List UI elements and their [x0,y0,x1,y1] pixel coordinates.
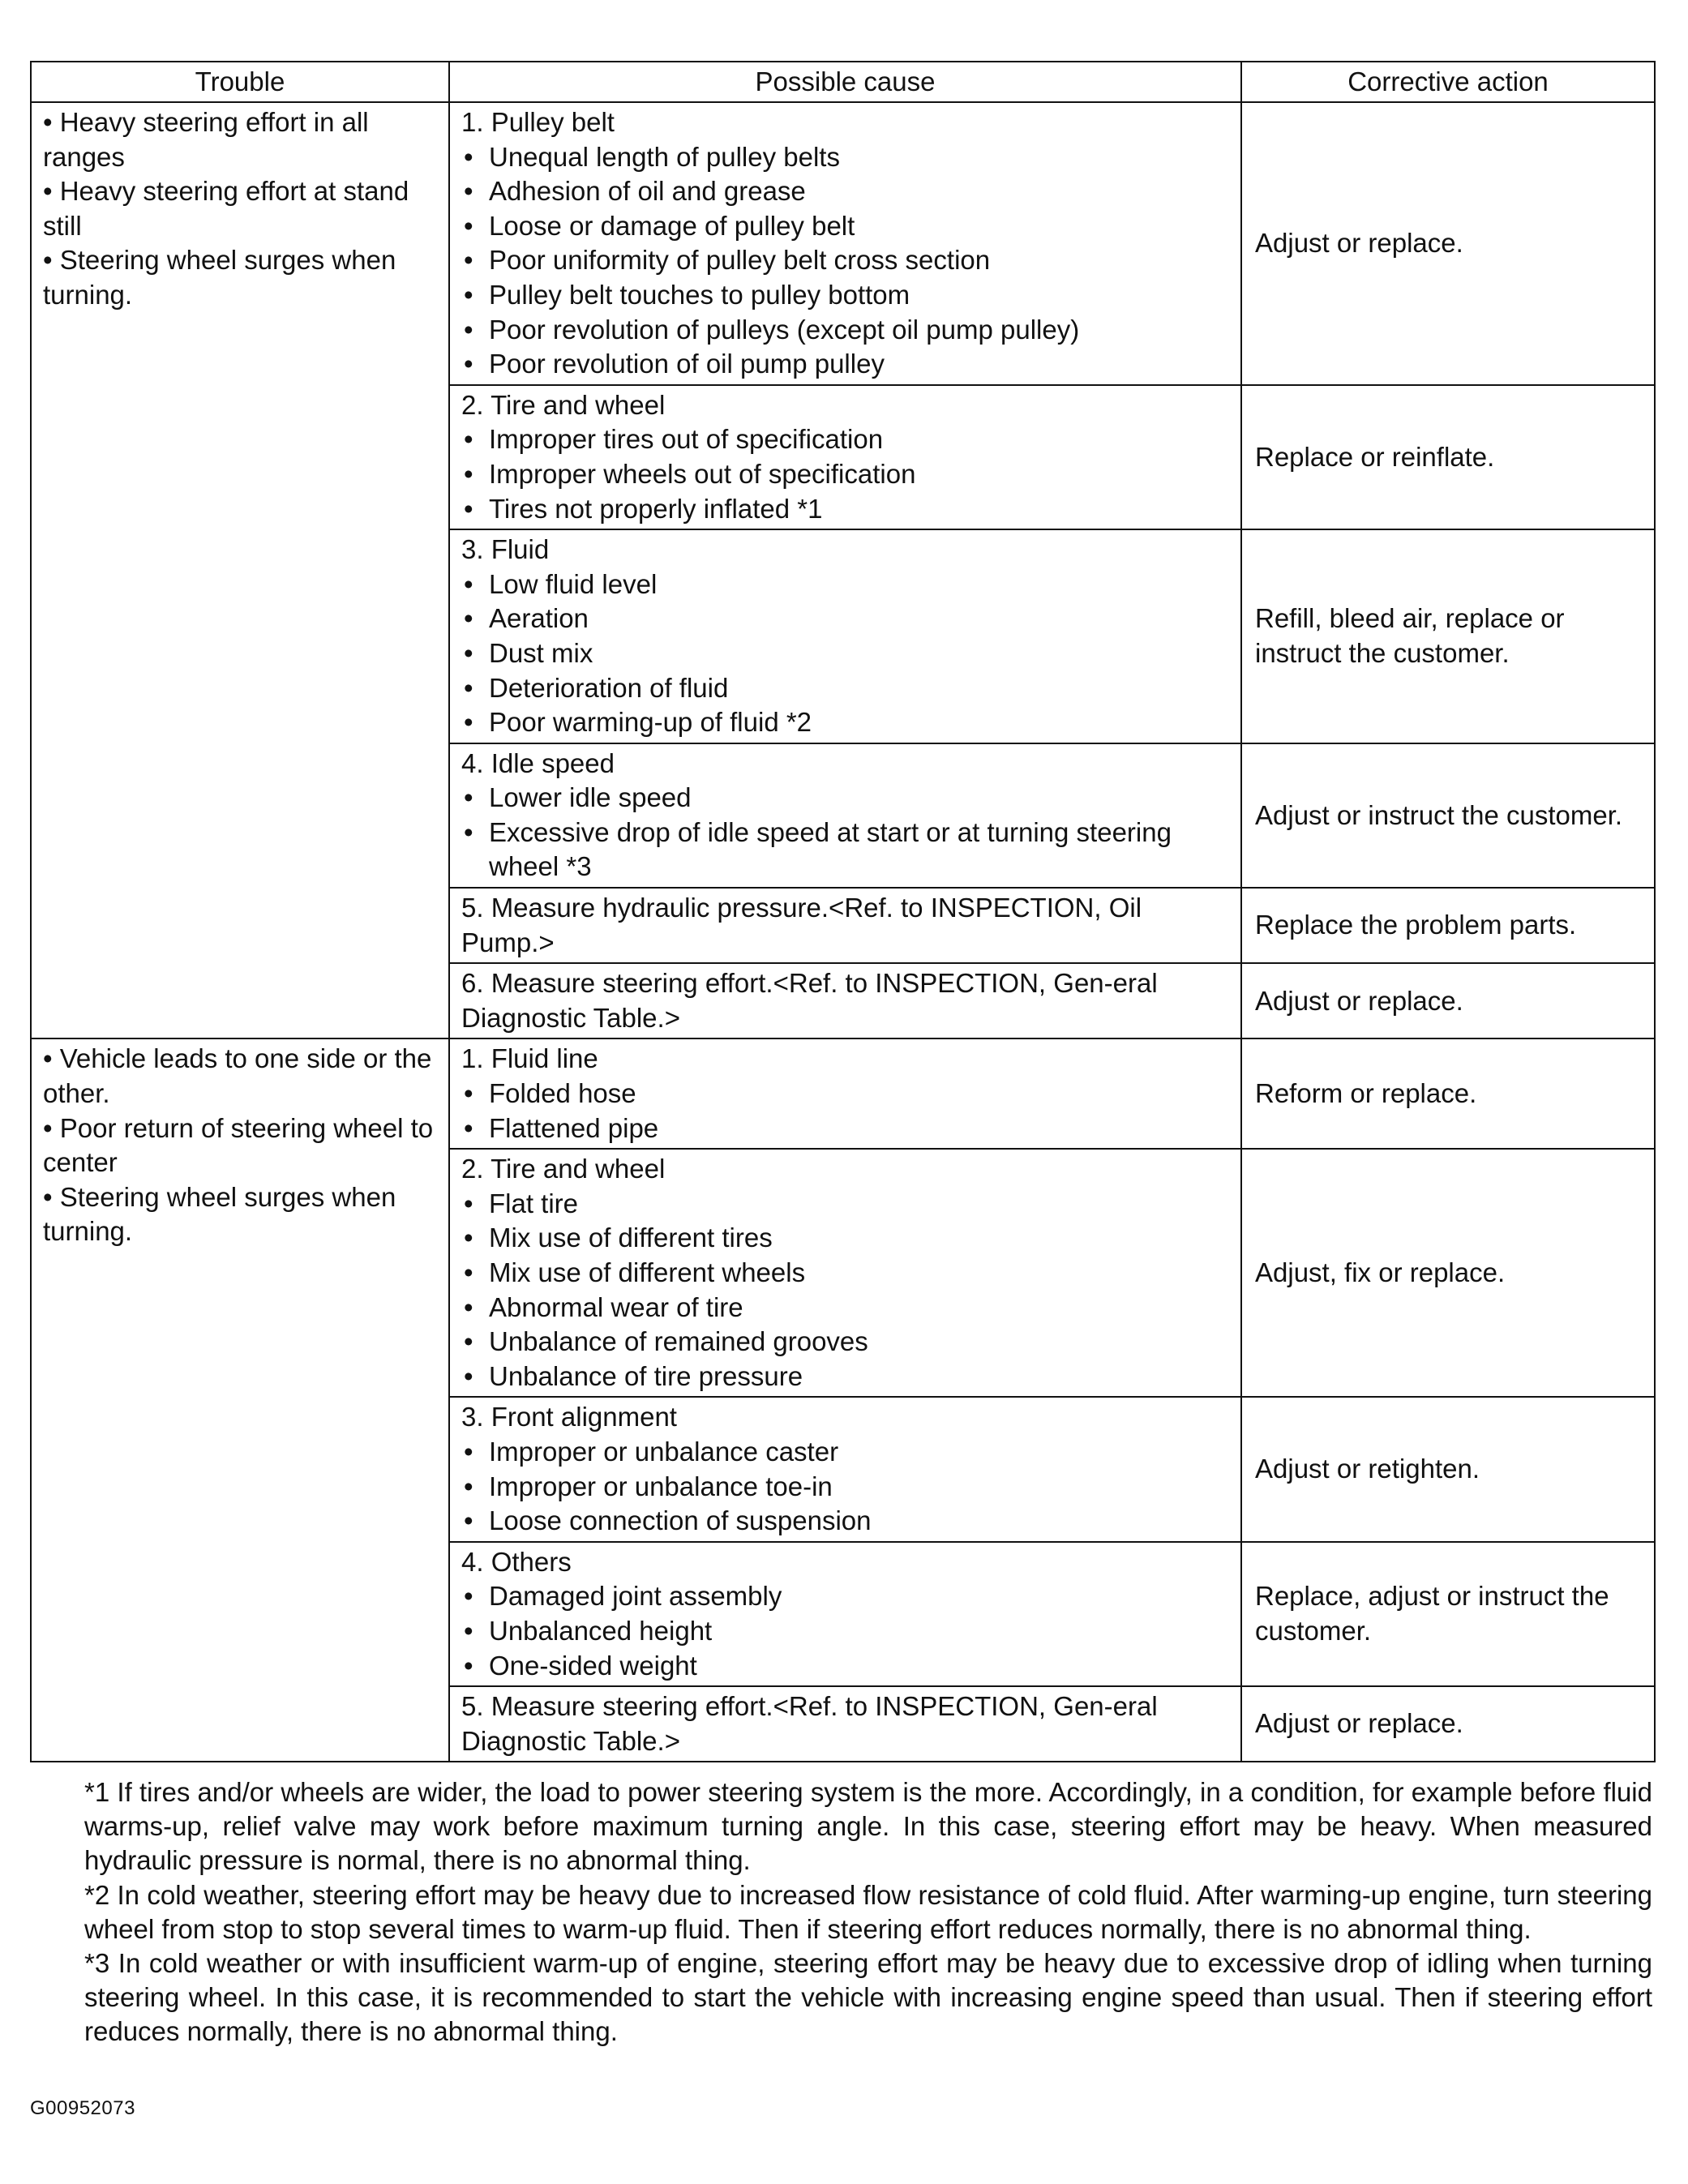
cause-title: 2. Tire and wheel [461,1154,666,1184]
table-body [31,102,1655,1762]
cause-item: • Damaged joint assembly [461,1579,1229,1614]
cause-item: • Loose connection of suspension [461,1504,1229,1539]
trouble-text: • Heavy steering effort in all ranges [43,107,376,172]
corrective-action-cell: Replace the problem parts. [1241,888,1655,963]
cause-item: • Adhesion of oil and grease [461,174,1229,209]
cause-item: • Unequal length of pulley belts [461,140,1229,175]
cause-item: • Mix use of different tires [461,1221,1229,1256]
corrective-action-cell: Reform or replace. [1241,1038,1655,1149]
cause-item: • Poor uniformity of pulley belt cross section [461,243,1229,278]
footnote-2: *2 In cold weather, steering effort may be heavy due to increased flow resistance of cold fluid. After warming-up engine, turn steering wheel from stop to stop several times to warm-up fluid. Then if steering effort reduces normally, there is no abnormal thing. [84,1879,1652,1944]
cause-item: • Poor revolution of oil pump pulley [461,347,1229,382]
cause-item: • Improper or unbalance toe-in [461,1470,1229,1505]
cause-item: • One-sided weight [461,1649,1229,1684]
trouble-text: • Poor return of steering wheel to center [43,1112,441,1178]
cause-item: • Improper tires out of specification [461,422,1229,457]
corrective-action-cell: Replace or reinflate. [1241,385,1655,529]
cause-item: • Excessive drop of idle speed at start or at turning steering wheel *3 [461,816,1229,884]
cause-cell [449,102,1241,385]
cause-title: 4. Others [461,1546,572,1577]
trouble-cell [31,102,449,1038]
cause-title: 4. Idle speed [461,747,615,778]
cause-item: • Poor revolution of pulleys (except oil pump pulley) [461,313,1229,348]
cause-item: • Improper wheels out of specification [461,457,1229,492]
cause-item: • Deterioration of fluid [461,671,1229,706]
cause-item: • Abnormal wear of tire [461,1291,1229,1325]
figure-id: G00952073 [30,2097,135,2119]
corrective-action-cell: Adjust or retighten. [1241,1397,1655,1541]
cause-item: • Poor warming-up of fluid *2 [461,705,1229,740]
cause-item: • Flat tire [461,1187,1229,1222]
trouble-text: • Steering wheel surges when turning. [43,1181,404,1247]
cause-cell [449,888,1241,963]
trouble-text: • Vehicle leads to one side or the other. [43,1043,439,1109]
trouble-text: • Heavy steering effort at stand still [43,176,417,241]
diagnostic-table [30,61,1656,1762]
table-header-row [31,62,1655,102]
cause-cell [449,1038,1241,1149]
cause-cell [449,743,1241,888]
cause-title: 3. Fluid [461,534,550,565]
cause-item: • Unbalance of tire pressure [461,1360,1229,1394]
cause-title: 3. Front alignment [461,1402,677,1432]
cause-cell [449,1397,1241,1541]
footnotes [84,1775,1652,2049]
trouble-text: • Steering wheel surges when turning. [43,245,404,310]
corrective-action-cell: Adjust or replace. [1241,963,1655,1038]
cause-cell [449,1542,1241,1686]
cause-item: • Unbalance of remained grooves [461,1325,1229,1360]
cause-cell [449,963,1241,1038]
cause-item: • Folded hose [461,1077,1229,1111]
cause-item: • Loose or damage of pulley belt [461,209,1229,244]
cause-item: • Flattened pipe [461,1111,1229,1146]
cause-item: • Lower idle speed [461,781,1229,816]
cause-cell [449,385,1241,529]
cause-title: 5. Measure hydraulic pressure.<Ref. to INSPECTION, Oil Pump.> [461,893,1150,957]
corrective-action-cell: Adjust or instruct the customer. [1241,743,1655,888]
corrective-action-cell: Refill, bleed air, replace or instruct the customer. [1241,529,1655,743]
corrective-action-cell: Adjust, fix or replace. [1241,1149,1655,1397]
cause-item: • Aeration [461,602,1229,636]
cause-item: • Improper or unbalance caster [461,1435,1229,1470]
cause-title: 1. Pulley belt [461,107,615,137]
cause-item: • Unbalanced height [461,1614,1229,1649]
cause-title: 5. Measure steering effort.<Ref. to INSPECTION, Gen-eral Diagnostic Table.> [461,1691,1165,1756]
header-trouble: Trouble [31,62,449,102]
cause-item: • Tires not properly inflated *1 [461,492,1229,527]
cause-cell [449,529,1241,743]
cause-item: • Pulley belt touches to pulley bottom [461,278,1229,313]
corrective-action-cell: Adjust or replace. [1241,102,1655,385]
table-row [31,1038,1655,1149]
corrective-action-cell: Replace, adjust or instruct the customer. [1241,1542,1655,1686]
footnote-3: *3 In cold weather or with insufficient warm-up of engine, steering effort may be heavy due to excessive drop of idling when turning steering wheel. In this case, it is recommended to start the vehicle with increasing engine speed than usual. Then if steering effort reduces normally, there is no abnormal thing. [84,1948,1652,2047]
cause-title: 6. Measure steering effort.<Ref. to INSPECTION, Gen-eral Diagnostic Table.> [461,968,1165,1033]
cause-item: • Mix use of different wheels [461,1256,1229,1291]
header-corrective-action: Corrective action [1241,62,1655,102]
cause-title: 2. Tire and wheel [461,389,666,420]
trouble-cell [31,1038,449,1762]
corrective-action-cell: Adjust or replace. [1241,1686,1655,1762]
cause-title: 1. Fluid line [461,1043,598,1074]
header-possible-cause: Possible cause [449,62,1241,102]
table-row [31,102,1655,385]
footnote-1: *1 If tires and/or wheels are wider, the load to power steering system is the more. Accordingly, in a condition, for example before fluid warms-up, relief valve may work before maximum turning angle. In this case, steering effort may be heavy. When measured hydraulic pressure is normal, there is no abnormal thing. [84,1777,1652,1876]
cause-cell [449,1149,1241,1397]
cause-item: • Low fluid level [461,567,1229,602]
cause-cell [449,1686,1241,1762]
cause-item: • Dust mix [461,636,1229,671]
